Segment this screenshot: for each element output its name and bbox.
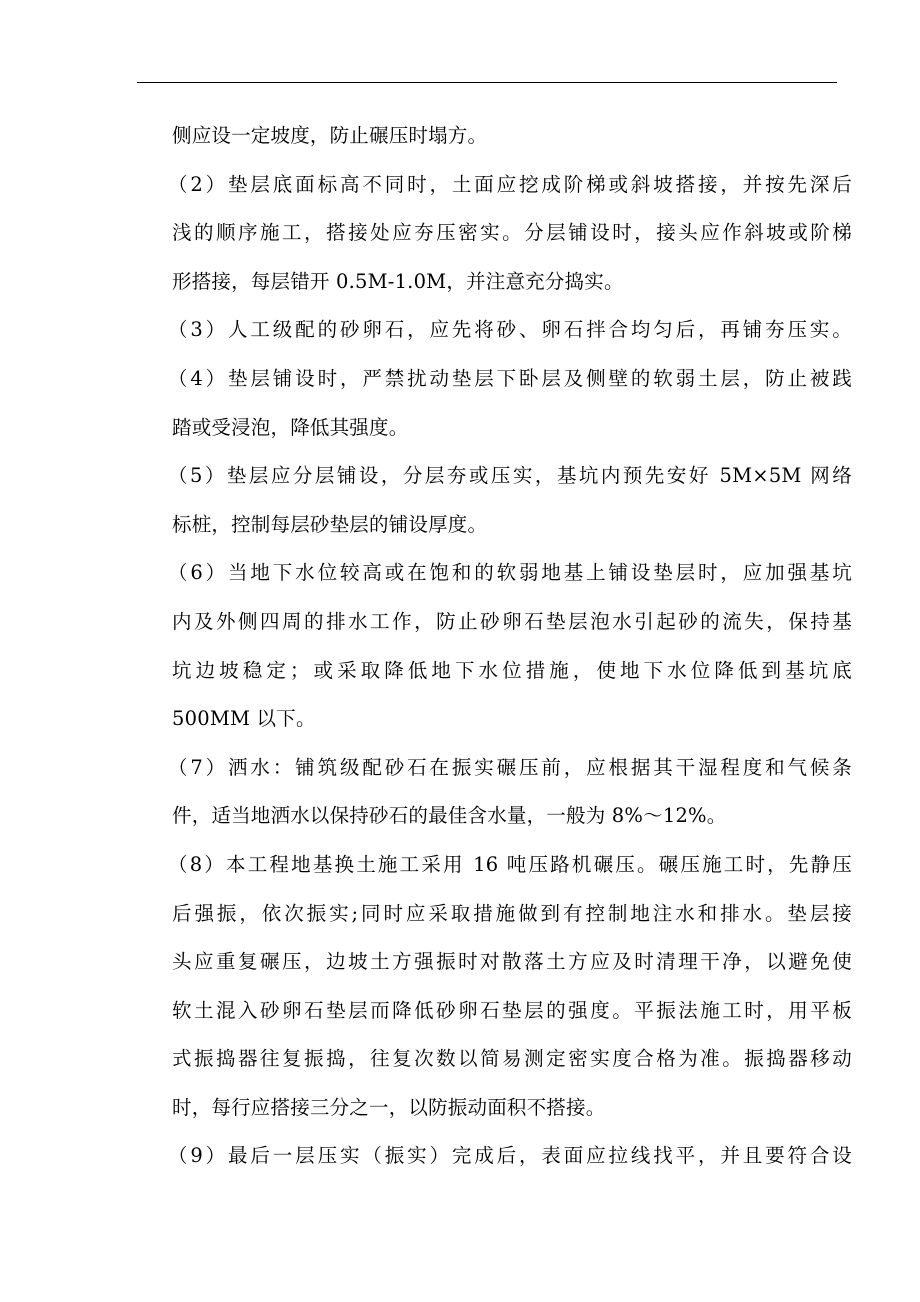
text-line: 头应重复碾压，边坡土方强振时对散落土方应及时清理干净，以避免使 (172, 950, 852, 974)
text-line: 侧应设一定坡度，防止碾压时塌方。 (172, 124, 488, 147)
header-rule (137, 82, 837, 83)
text-line: （9）最后一层压实（振实）完成后，表面应拉线找平，并且要符合设 (168, 1144, 852, 1168)
text-line: （7）洒水：铺筑级配砂石在振实碾压前，应根据其干湿程度和气候条 (168, 755, 852, 779)
text-line: 坑边坡稳定；或采取降低地下水位措施，使地下水位降低到基坑底 (172, 658, 852, 682)
text-line: 时，每行应搭接三分之一，以防振动面积不搭接。 (172, 1095, 606, 1119)
text-line: 500MM 以下。 (172, 707, 316, 731)
text-line: 浅的顺序施工，搭接处应夯压密实。分层铺设时，接头应作斜坡或阶梯 (172, 221, 852, 245)
body-text (168, 112, 852, 1181)
text-line: 形搭接，每层错开 0.5M-1.0M，并注意充分捣实。 (172, 269, 624, 293)
text-line: 后强振，依次振实;同时应采取措施做到有控制地注水和排水。垫层接 (172, 901, 852, 925)
text-line: 内及外侧四周的排水工作，防止砂卵石垫层泡水引起砂的流失，保持基 (172, 609, 852, 633)
text-line: （5）垫层应分层铺设，分层夯或压实，基坑内预先安好 5M×5M 网络 (168, 464, 852, 488)
text-line: （6）当地下水位较高或在饱和的软弱地基上铺设垫层时，应加强基坑 (168, 561, 852, 585)
text-line: 踏或受浸泡，降低其强度。 (172, 415, 409, 439)
text-line: 标桩，控制每层砂垫层的铺设厚度。 (172, 512, 488, 536)
text-line: 式振捣器往复振捣，往复次数以简易测定密实度合格为准。振捣器移动 (172, 1047, 852, 1071)
text-line: （8）本工程地基换土施工采用 16 吨压路机碾压。碾压施工时，先静压 (168, 852, 852, 876)
text-line: 软土混入砂卵石垫层而降低砂卵石垫层的强度。平振法施工时，用平板 (172, 998, 852, 1022)
text-line: （3）人工级配的砂卵石，应先将砂、卵石拌合均匀后，再铺夯压实。 (168, 318, 852, 342)
text-line: 件，适当地洒水以保持砂石的最佳含水量，一般为 8%～12%。 (172, 804, 727, 828)
text-line: （4）垫层铺设时，严禁扰动垫层下卧层及侧壁的软弱土层，防止被践 (168, 366, 852, 390)
text-line: （2）垫层底面标高不同时，土面应挖成阶梯或斜坡搭接，并按先深后 (168, 172, 852, 196)
